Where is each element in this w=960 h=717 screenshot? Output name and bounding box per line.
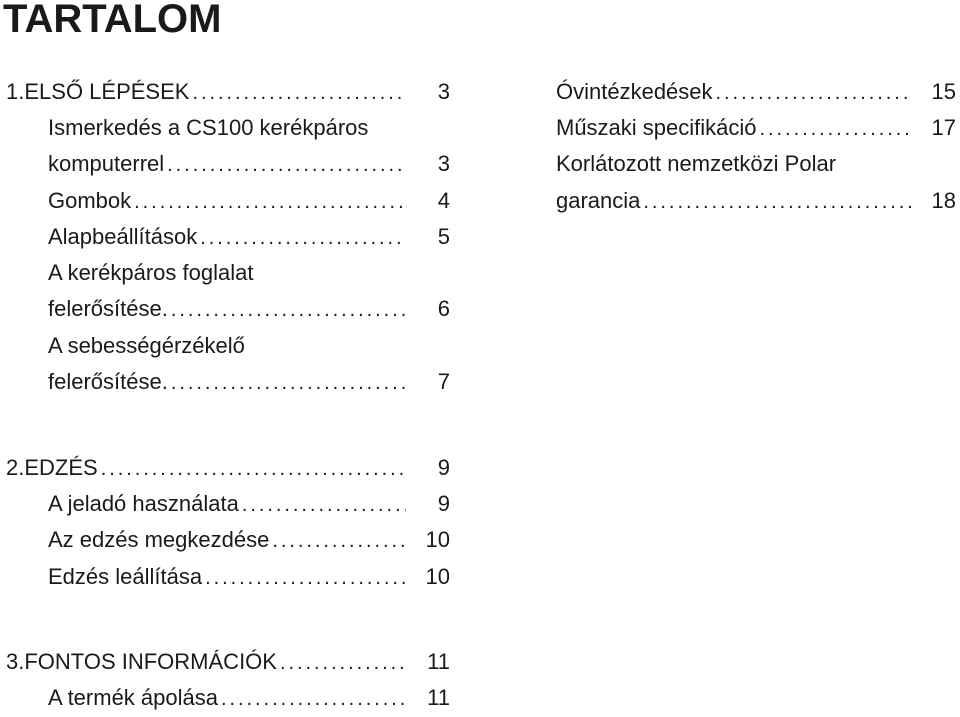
entry-label-line1: Ismerkedés a CS100 kerékpáros bbox=[48, 115, 369, 140]
entry-label: Műszaki specifikáció bbox=[556, 115, 757, 140]
page-number: 5 bbox=[437, 224, 450, 249]
entry-label-line1: A sebességérzékelő bbox=[48, 333, 245, 358]
entry-label: Edzés leállítása bbox=[48, 564, 203, 589]
entry-label: A jeladó használata bbox=[48, 491, 239, 516]
entry-label: felerősítése. bbox=[48, 296, 168, 321]
leader-dots bbox=[164, 148, 406, 182]
leader-dots bbox=[98, 452, 406, 486]
toc-entry[interactable] bbox=[48, 523, 450, 557]
entry-label: Az edzés megkezdése bbox=[48, 527, 270, 552]
section-number: 1. bbox=[6, 79, 25, 104]
entry-label: komputerrel bbox=[48, 151, 165, 176]
section-heading: ELSŐ LÉPÉSEK bbox=[24, 79, 190, 104]
toc-entry[interactable] bbox=[48, 365, 450, 399]
section-heading: EDZÉS bbox=[24, 455, 98, 480]
toc-entry[interactable] bbox=[48, 681, 450, 715]
page-number: 11 bbox=[427, 649, 450, 674]
entry-label: felerősítése. bbox=[48, 369, 168, 394]
toc-entry[interactable] bbox=[48, 487, 450, 521]
page-number: 9 bbox=[437, 491, 450, 516]
toc-entry[interactable] bbox=[556, 111, 956, 145]
leader-dots bbox=[269, 524, 406, 558]
toc-entry[interactable] bbox=[48, 220, 450, 254]
leader-dots bbox=[189, 76, 406, 110]
page-number: 17 bbox=[931, 115, 956, 140]
page-number: 9 bbox=[437, 455, 450, 480]
toc-entry[interactable] bbox=[48, 560, 450, 594]
toc-section-2-heading[interactable] bbox=[6, 451, 450, 485]
page-number: 6 bbox=[437, 296, 450, 321]
toc-entry-line1 bbox=[48, 256, 450, 290]
entry-label-line1: Korlátozott nemzetközi Polar bbox=[556, 151, 837, 176]
entry-label-line1: A kerékpáros foglalat bbox=[48, 260, 254, 285]
page-number: 10 bbox=[425, 564, 450, 589]
leader-dots bbox=[239, 488, 406, 522]
page-number: 7 bbox=[437, 369, 450, 394]
section-number: 2. bbox=[6, 455, 25, 480]
toc-entry-line1 bbox=[48, 329, 450, 363]
leader-dots bbox=[757, 112, 912, 146]
toc-entry[interactable] bbox=[48, 292, 450, 326]
toc-entry-line1 bbox=[556, 147, 956, 181]
toc-entry[interactable] bbox=[48, 184, 450, 218]
page-number: 10 bbox=[425, 527, 450, 552]
section-number: 3. bbox=[6, 649, 25, 674]
toc-section-1-heading[interactable] bbox=[6, 75, 450, 109]
leader-dots bbox=[168, 366, 406, 400]
entry-label: Alapbeállítások bbox=[48, 224, 198, 249]
section-heading: FONTOS INFORMÁCIÓK bbox=[24, 649, 277, 674]
page-title: TARTALOM bbox=[3, 0, 222, 41]
page-number: 11 bbox=[427, 685, 450, 710]
toc-section-3-heading[interactable] bbox=[6, 645, 450, 679]
entry-label: Gombok bbox=[48, 188, 132, 213]
leader-dots bbox=[197, 221, 406, 255]
toc-entry[interactable] bbox=[556, 75, 956, 109]
toc-entry-line1 bbox=[48, 111, 450, 145]
page-number: 15 bbox=[931, 79, 956, 104]
leader-dots bbox=[277, 646, 406, 680]
leader-dots bbox=[202, 561, 406, 595]
leader-dots bbox=[218, 682, 406, 716]
page-number: 3 bbox=[437, 79, 450, 104]
entry-label: garancia bbox=[556, 188, 641, 213]
page-number: 4 bbox=[437, 188, 450, 213]
toc-entry[interactable] bbox=[48, 147, 450, 181]
leader-dots bbox=[168, 293, 406, 327]
entry-label: Óvintézkedések bbox=[556, 79, 713, 104]
entry-label: A termék ápolása bbox=[48, 685, 218, 710]
toc-entry[interactable] bbox=[556, 184, 956, 218]
leader-dots bbox=[640, 185, 912, 219]
page-number: 3 bbox=[437, 151, 450, 176]
page-number: 18 bbox=[931, 188, 956, 213]
leader-dots bbox=[713, 76, 912, 110]
leader-dots bbox=[131, 185, 406, 219]
